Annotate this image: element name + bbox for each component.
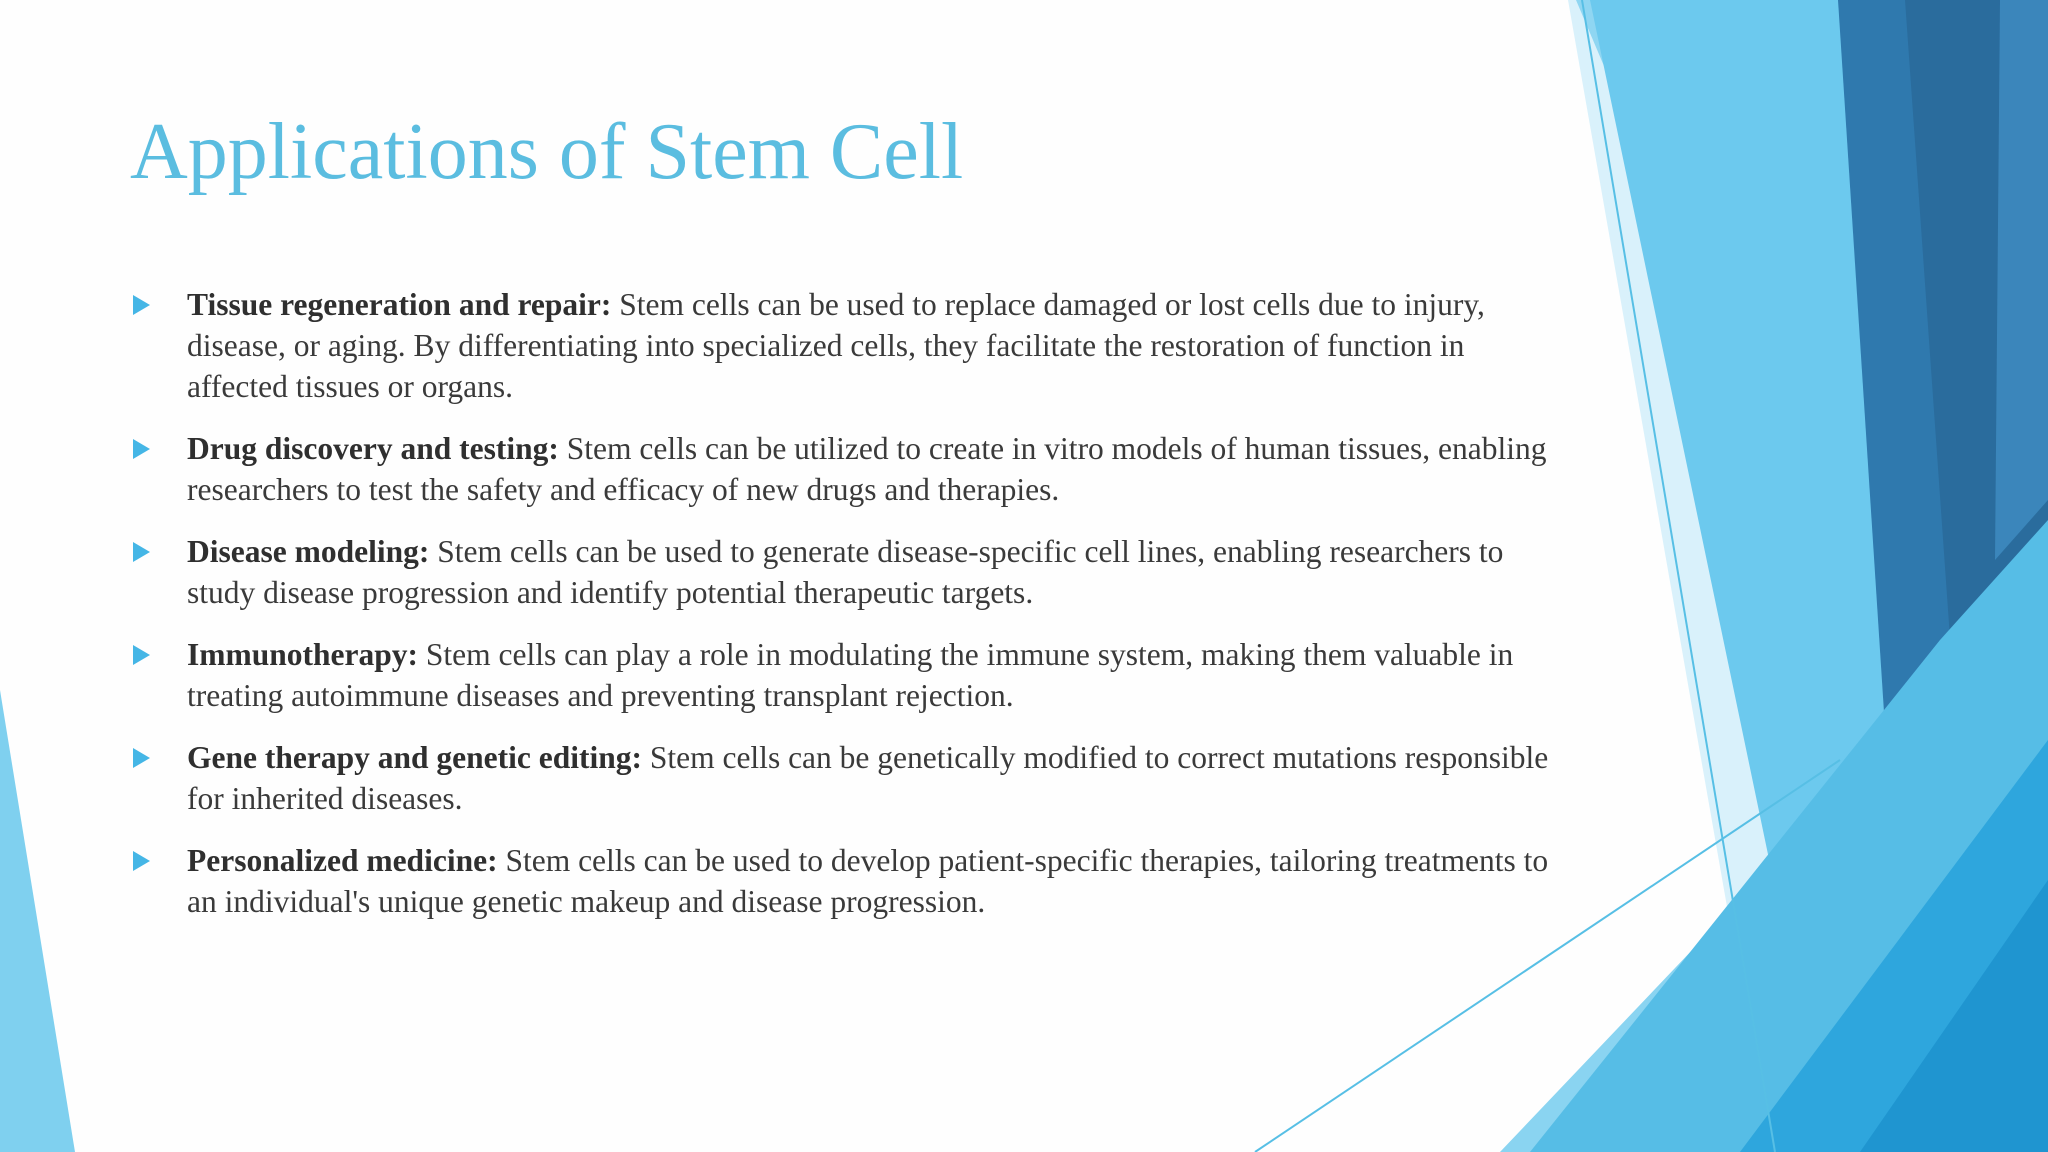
bullet-text: Stem cells can be genetically modified to correct mutations responsible for inherited diseases. xyxy=(187,740,1549,816)
bullet-term: Drug discovery and testing: xyxy=(187,431,567,466)
triangle-bullet-icon xyxy=(133,542,150,562)
bullet-term: Tissue regeneration and repair: xyxy=(187,287,620,322)
triangle-bullet-icon xyxy=(133,748,150,768)
list-item xyxy=(130,284,1570,407)
slide-title: Applications of Stem Cell xyxy=(130,108,964,196)
list-item xyxy=(130,737,1570,819)
bullet-text: Stem cells can be used to generate disease-specific cell lines, enabling researchers to study disease progression and identify potential therapeutic targets. xyxy=(187,534,1504,610)
bullet-list xyxy=(130,284,1570,943)
left-edge-shape xyxy=(0,690,75,1152)
triangle-bullet-icon xyxy=(133,439,150,459)
right-mid-blue xyxy=(1995,0,2048,560)
triangle-bullet-icon xyxy=(133,851,150,871)
list-item xyxy=(130,840,1570,922)
triangle-bullet-icon xyxy=(133,295,150,315)
bullet-term: Disease modeling: xyxy=(187,534,438,569)
bullet-text: Stem cells can be used to develop patient-specific therapies, tailoring treatments to an individual's unique genetic makeup and disease progression. xyxy=(187,843,1549,919)
bullet-text: Stem cells can play a role in modulating the immune system, making them valuable in treating autoimmune diseases and preventing transplant rejection. xyxy=(187,637,1514,713)
bullet-term: Immunotherapy: xyxy=(187,637,426,672)
list-item xyxy=(130,531,1570,613)
triangle-bullet-icon xyxy=(133,645,150,665)
list-item xyxy=(130,428,1570,510)
bullet-term: Personalized medicine: xyxy=(187,843,506,878)
bullet-text: Stem cells can be utilized to create in vitro models of human tissues, enabling researchers to test the safety and efficacy of new drugs and therapies. xyxy=(187,431,1547,507)
list-item xyxy=(130,634,1570,716)
bullet-text: Stem cells can be used to replace damaged or lost cells due to injury, disease, or aging. By differentiating into specialized cells, they facilitate the restoration of function in affected tissues or organs. xyxy=(187,287,1485,404)
bullet-term: Gene therapy and genetic editing: xyxy=(187,740,650,775)
